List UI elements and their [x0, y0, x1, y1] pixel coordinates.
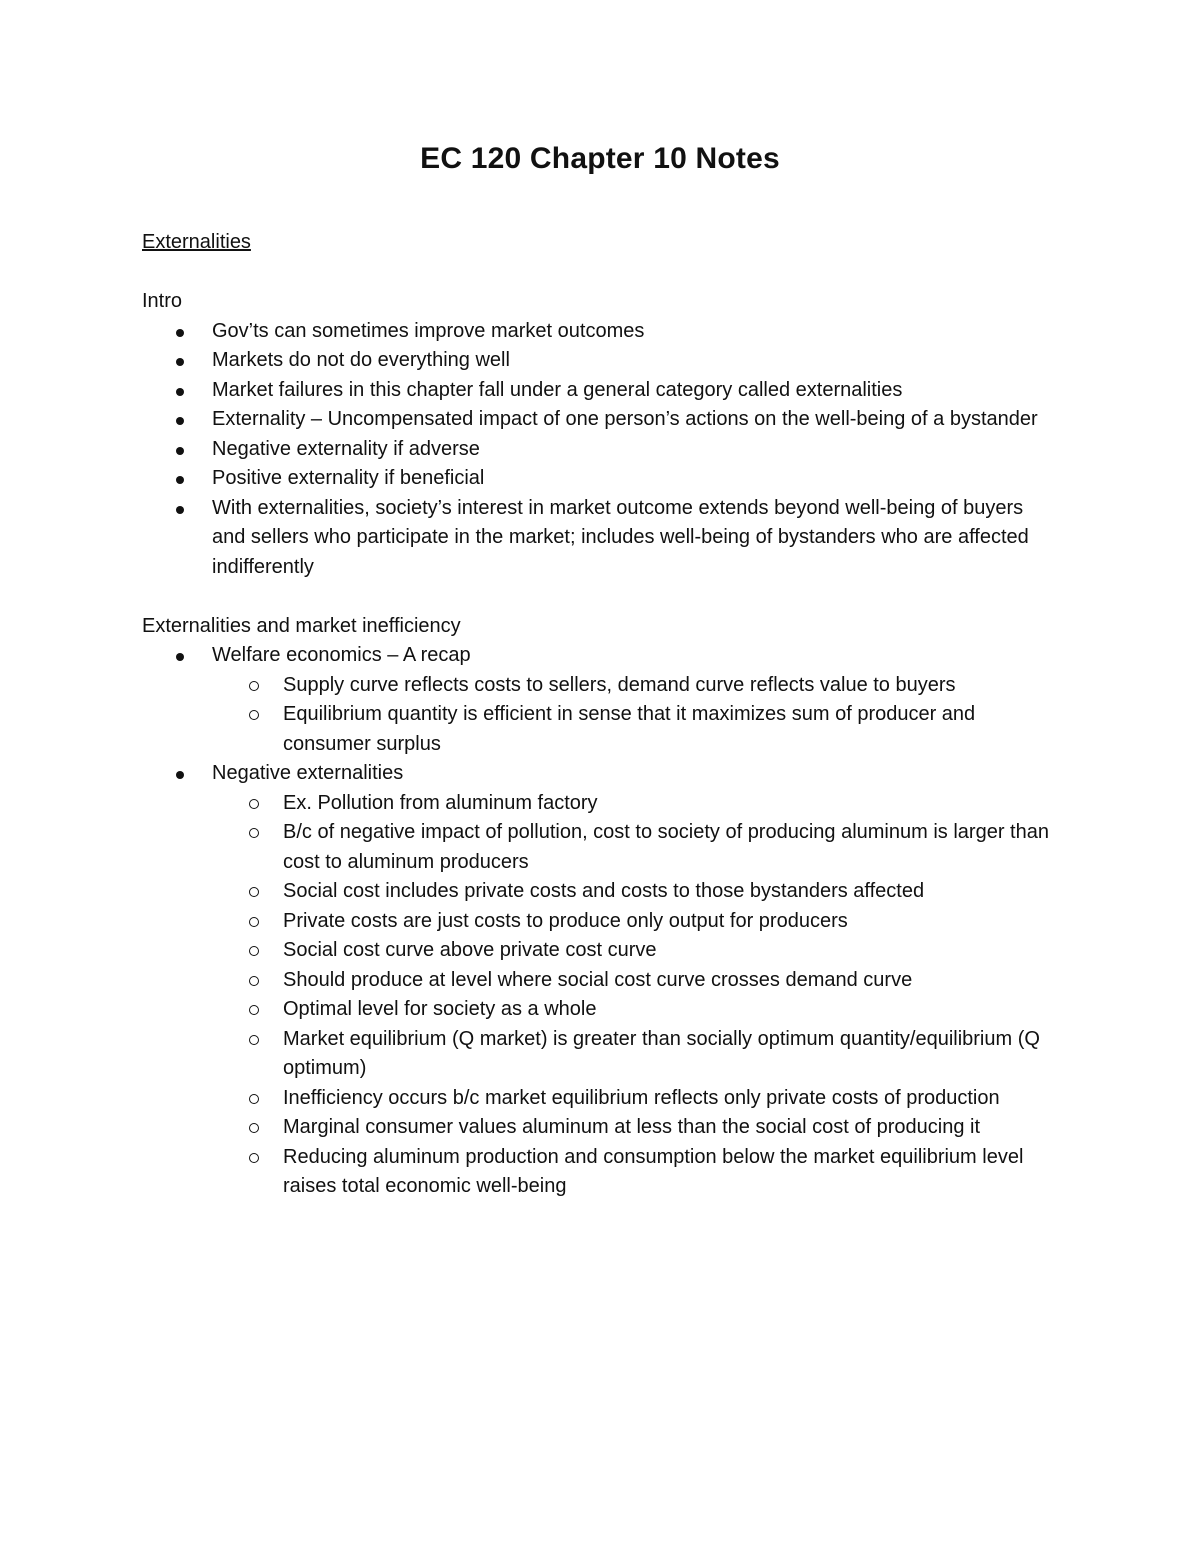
list-item: [142, 464, 1062, 494]
list-item-text: Positive externality if beneficial: [212, 467, 485, 489]
bullet-icon: [176, 771, 184, 779]
circle-bullet-icon: [249, 1153, 259, 1163]
list-item-text: Market failures in this chapter fall under a general category called externalities: [212, 378, 903, 401]
sub-list-item-text: Optimal level for society as a whole: [283, 998, 597, 1020]
list-item-text: Gov’ts can sometimes improve market outcomes: [212, 319, 645, 342]
circle-bullet-icon: [249, 917, 259, 927]
list-item: [142, 317, 1062, 347]
sub-list-item-text: Equilibrium quantity is efficient in sense that it maximizes sum of producer and consumer surplus: [283, 703, 976, 755]
spacer: [142, 258, 1062, 288]
sub-list-item-text: Supply curve reflects costs to sellers, demand curve reflects value to buyers: [283, 673, 956, 696]
sub-list-item: [212, 1025, 1062, 1084]
list-item: [142, 494, 1062, 583]
sub-list-item: [212, 700, 1062, 759]
circle-bullet-icon: [249, 1123, 259, 1133]
circle-bullet-icon: [249, 681, 259, 691]
circle-bullet-icon: [249, 1035, 259, 1045]
circle-bullet-icon: [249, 946, 259, 956]
negative-sub-list: [212, 789, 1062, 1202]
sub-list-item-text: Social cost curve above private cost curve: [283, 939, 657, 961]
sub-list-item: [212, 877, 1062, 907]
sub-list-item-text: Ex. Pollution from aluminum factory: [283, 791, 598, 814]
sub-list-item-text: Private costs are just costs to produce only output for producers: [283, 909, 848, 932]
sub-list-item: [212, 818, 1062, 877]
bullet-icon: [176, 447, 184, 455]
sub-list-item-text: Social cost includes private costs and costs to those bystanders affected: [283, 880, 925, 902]
bullet-icon: [176, 417, 184, 425]
sub-list-item-text: B/c of negative impact of pollution, cost to society of producing aluminum is larger than cost to aluminum producers: [283, 821, 1049, 873]
list-item-text: Welfare economics – A recap: [212, 644, 471, 666]
circle-bullet-icon: [249, 828, 259, 838]
list-item: [142, 405, 1062, 435]
sub-list-item: [212, 1143, 1062, 1202]
circle-bullet-icon: [249, 887, 259, 897]
intro-heading: Intro: [142, 290, 183, 312]
circle-bullet-icon: [249, 799, 259, 809]
sub-list-item: [212, 789, 1062, 819]
bullet-icon: [176, 358, 184, 366]
welfare-sub-list: [212, 671, 1062, 760]
bullet-icon: [176, 506, 184, 514]
sub-list-item: [212, 966, 1062, 996]
list-item-text: Negative externality if adverse: [212, 437, 480, 460]
sub-list-item: [212, 995, 1062, 1025]
bullet-icon: [176, 329, 184, 337]
sub-list-item: [212, 936, 1062, 966]
list-item: [142, 346, 1062, 376]
circle-bullet-icon: [249, 1094, 259, 1104]
circle-bullet-icon: [249, 976, 259, 986]
sub-list-item: [212, 671, 1062, 701]
list-item: [142, 435, 1062, 465]
sub-list-item: [212, 1113, 1062, 1143]
circle-bullet-icon: [249, 710, 259, 720]
intro-bullet-list: [142, 317, 1062, 583]
inefficiency-heading: Externalities and market inefficiency: [142, 614, 461, 637]
list-item-text: Negative externalities: [212, 762, 404, 784]
bullet-icon: [176, 388, 184, 396]
spacer: [142, 582, 1062, 612]
list-item-text: Externality – Uncompensated impact of one person’s actions on the well-being of a bystander: [212, 408, 1038, 430]
bullet-icon: [176, 476, 184, 484]
sub-list-item-text: Should produce at level where social cost curve crosses demand curve: [283, 968, 913, 991]
sub-list-item-text: Market equilibrium (Q market) is greater than socially optimum quantity/equilibrium (Q optimum): [283, 1027, 1040, 1079]
sub-list-item: [212, 1084, 1062, 1114]
list-item: [142, 759, 1062, 1202]
sub-list-item-text: Marginal consumer values aluminum at less than the social cost of producing it: [283, 1116, 981, 1138]
sub-list-item-text: Reducing aluminum production and consumption below the market equilibrium level raises total economic well-being: [283, 1145, 1024, 1197]
page-title: EC 120 Chapter 10 Notes: [420, 142, 780, 175]
bullet-icon: [176, 653, 184, 661]
list-item-text: Markets do not do everything well: [212, 349, 510, 371]
list-item: [142, 376, 1062, 406]
list-item: [142, 641, 1062, 759]
list-item-text: With externalities, society’s interest in market outcome extends beyond well-being of buyers and sellers who participate in the market; includes well-being of bystanders who are affected indifferently: [212, 496, 1029, 578]
circle-bullet-icon: [249, 1005, 259, 1015]
section-heading: Externalities: [142, 231, 251, 253]
document-body: [142, 228, 1062, 1202]
sub-list-item-text: Inefficiency occurs b/c market equilibrium reflects only private costs of production: [283, 1086, 1000, 1109]
inefficiency-bullet-list: [142, 641, 1062, 1202]
sub-list-item: [212, 907, 1062, 937]
